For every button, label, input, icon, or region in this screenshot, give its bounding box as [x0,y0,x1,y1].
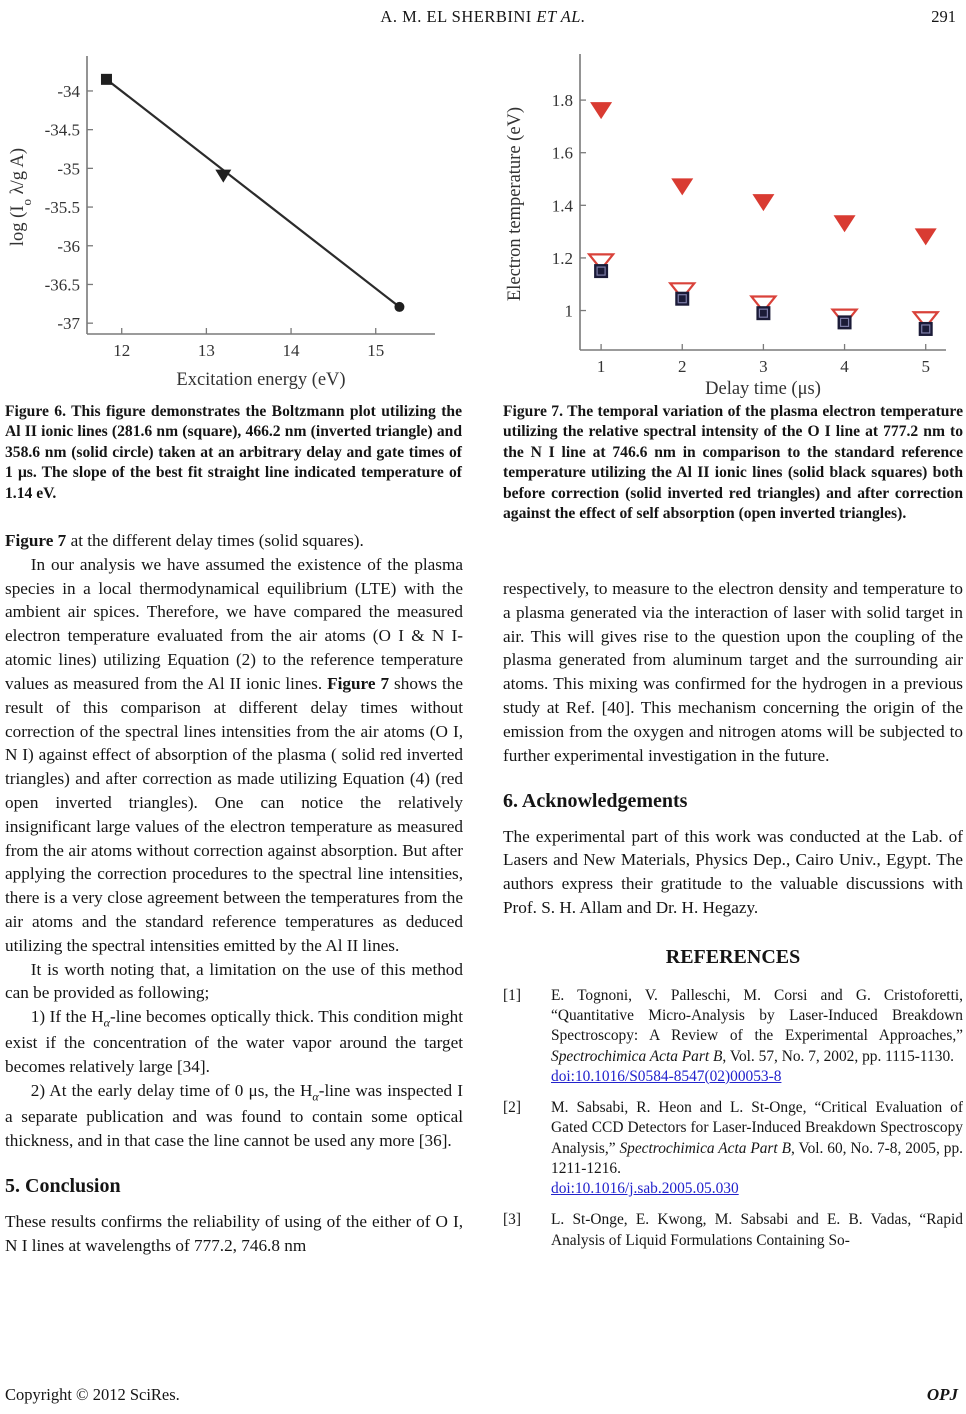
journal-abbreviation: OPJ [926,1385,958,1404]
x-tick-label: 3 [759,357,768,376]
references-heading: REFERENCES [665,945,801,968]
figure6-caption: Figure 6. This figure demonstrates the Boltzmann plot utilizing the Al II ionic lines (281.6 nm (square), 466.2 nm (inverted triangle) and 358.6 nm (solid circle) taken at an arbitrary delay and gate times of 1 μs. The slope of the best fit straight line indicated temperature of 1.14 eV. [5,403,462,502]
x-tick-label: 2 [678,357,687,376]
section-heading-conclusion: 5. Conclusion [5,1174,121,1197]
copyright-notice: Copyright © 2012 SciRes. [5,1385,180,1404]
left-column [5,529,463,1257]
running-head-authors: A. M. EL SHERBINI ET AL. [380,7,586,26]
y-tick-label: -36.5 [44,275,80,295]
reference-text: M. Sabsabi, R. Heon and L. St-Onge, “Critical Evaluation of Gated CCD Detectors for Laser-Induced Breakdown Spectroscopy Analysis,” Spectrochimica Acta Part B, Vol. 60, No. 7-8, 2005, pp. 1211-1216. doi:10.1016/j.sab.2005.05.030 [551,1099,963,1197]
x-axis-label: Delay time (μs) [705,379,821,399]
page-number: 291 [931,7,956,26]
reference-item [503,986,963,1087]
x-tick-label: 5 [921,357,930,376]
reference-label: [3] [503,1211,521,1229]
marker-triangle-down [215,170,231,183]
figure6-boltzmann-plot [5,53,460,406]
y-tick-label: -35.5 [44,198,80,218]
reference-label: [2] [503,1099,521,1116]
reference-item [503,1210,963,1251]
right-column [503,577,963,1262]
paragraph-conclusion: These results confirms the reliability of using of the either of O I, N I lines at wavelengths of 777.2, 746.8 nm [5,1211,463,1255]
paragraph-limitation-intro: It is worth noting that, a limitation on the use of this method can be provided as following; [5,959,463,1003]
paragraph-limitation-2: 2) At the early delay time of 0 μs, the $H_\alpha$-line was inspected I a separate publication and was found to contain some optical thickness, and in that case the line cannot be used any more [36]. [5,1080,463,1150]
y-tick-label: 1 [564,301,573,321]
marker-triangle-down [834,215,856,232]
figure6-chart [5,53,460,401]
x-tick-label: 1 [596,357,606,376]
y-axis-label: $\log (I_o$ λ/g A) [8,147,34,247]
marker-square [101,74,112,85]
marker-square [594,264,608,278]
marker-square [756,306,770,320]
x-tick-label: 4 [840,357,849,376]
y-tick-label: 1.6 [551,143,573,163]
marker-square [919,322,933,336]
marker-square [838,315,852,329]
y-axis-label: Electron temperature (eV) [505,106,525,302]
x-tick-label: 12 [113,341,131,360]
paragraph-acknowledgements: The experimental part of this work was conducted at the Lab. of Lasers and New Materials, Physics Dep., Cairo Univ., Egypt. The authors express their gratitude to the valuable discussions with Prof. S. H. Allam and Dr. H. Hegazy. [503,826,963,917]
paragraph-limitation-1: 1) If the $H_\alpha$-line becomes optically thick. This condition might exist if the concentration of the water vapor around the target becomes relatively large [34]. [5,1007,463,1077]
y-tick-label: 1.2 [551,248,573,268]
reference-text: E. Tognoni, V. Palleschi, M. Corsi and G. Cristoforetti, “Quantitative Micro-Analysis by Laser-Induced Breakdown Spectroscopy: A Review of the Experimental Approaches,” Spectrochimica Acta Part B, Vol. 57, No. 7, 2002, pp. 1115-1130. doi:10.1016/S0584-8547(02)00053-8 [551,986,963,1085]
x-tick-label: 15 [367,341,385,360]
y-tick-label: -36 [57,236,80,256]
paragraph-analysis: In our analysis we have assumed the existence of the plasma species in a local thermodynamical equilibrium (LTE) with the ambient air spices. Therefore, we have compared the measured electron temperature evaluated from the air atoms (O I & N I-atomic lines) utilizing Equation (2) to the reference temperature values as measured from the Al II ionic lines. Figure 7 shows the result of this comparison at different delay times without correction of the spectral lines intensities from the air atoms (O I, N I) against effect of absorption of the plasma ( solid red inverted triangles) and after correction as made utilizing Equation (4) (red open inverted triangles). One can notice the relatively insignificant large values of the electron temperature as measured from the air atoms without correction against absorption. But after applying the correction procedures to the spectral line intensities, there is a very close agreement between the temperatures from the air atoms and the standard reference temperatures as deduced utilizing the spectral intensities emitted by the Al II lines. [5,554,463,955]
y-tick-label: -34 [57,81,80,101]
marker-triangle-down [915,228,937,245]
best-fit-line [106,79,399,307]
figure7-caption: Figure 7. The temporal variation of the plasma electron temperature utilizing the relative spectral intensity of the O I line at 777.2 nm to the N I line at 746.6 nm in comparison to the standard reference temperature utilizing the Al II ionic lines (solid black squares) both before correction (solid inverted red triangles) and after correction against the effect of self absorption (open inverted triangles). [503,403,963,523]
x-tick-label: 13 [197,341,215,360]
x-axis-label: Excitation energy (eV) [176,370,346,390]
doi-link[interactable]: doi:10.1016/S0584-8547(02)00053-8 [551,1067,782,1085]
section-heading-acknowledgements: 6. Acknowledgements [503,789,688,812]
marker-triangle-down [671,178,693,195]
y-tick-label: 1.4 [551,196,573,216]
marker-square [675,292,689,306]
reference-text: L. St-Onge, E. Kwong, M. Sabsabi and E. B. Vadas, “Rapid Analysis of Liquid Formulations Containing So- [551,1211,963,1249]
y-tick-label: -34.5 [44,120,80,140]
figure7-temperature-plot [503,53,963,406]
marker-triangle-down [752,194,774,211]
reference-label: [1] [503,986,521,1004]
figure7-chart [503,53,963,401]
references-list [503,986,963,1251]
marker-circle [394,302,404,312]
y-tick-label: 1.8 [551,91,573,111]
paragraph-figure7-ref: Figure 7 at the different delay times (solid squares). [5,531,364,550]
reference-item [503,1098,963,1199]
paragraph-discussion: respectively, to measure to the electron density and temperature to a plasma generated via the interaction of laser with solid target in air. This will gives rise to the question upon the coupling of the plasma generated from aluminum target and the surrounding air atoms. This mixing was confirmed for the hydrogen in a previous study at Ref. [40]. This mechanism concerning the origin of the emission from the oxygen and nitrogen atoms will be subjected to further experimental investigation in the future. [503,579,963,765]
y-tick-label: -35 [57,159,80,179]
x-tick-label: 14 [282,341,300,360]
doi-link[interactable]: doi:10.1016/j.sab.2005.05.030 [551,1180,739,1197]
y-tick-label: -37 [57,314,80,334]
marker-triangle-down [590,102,612,119]
